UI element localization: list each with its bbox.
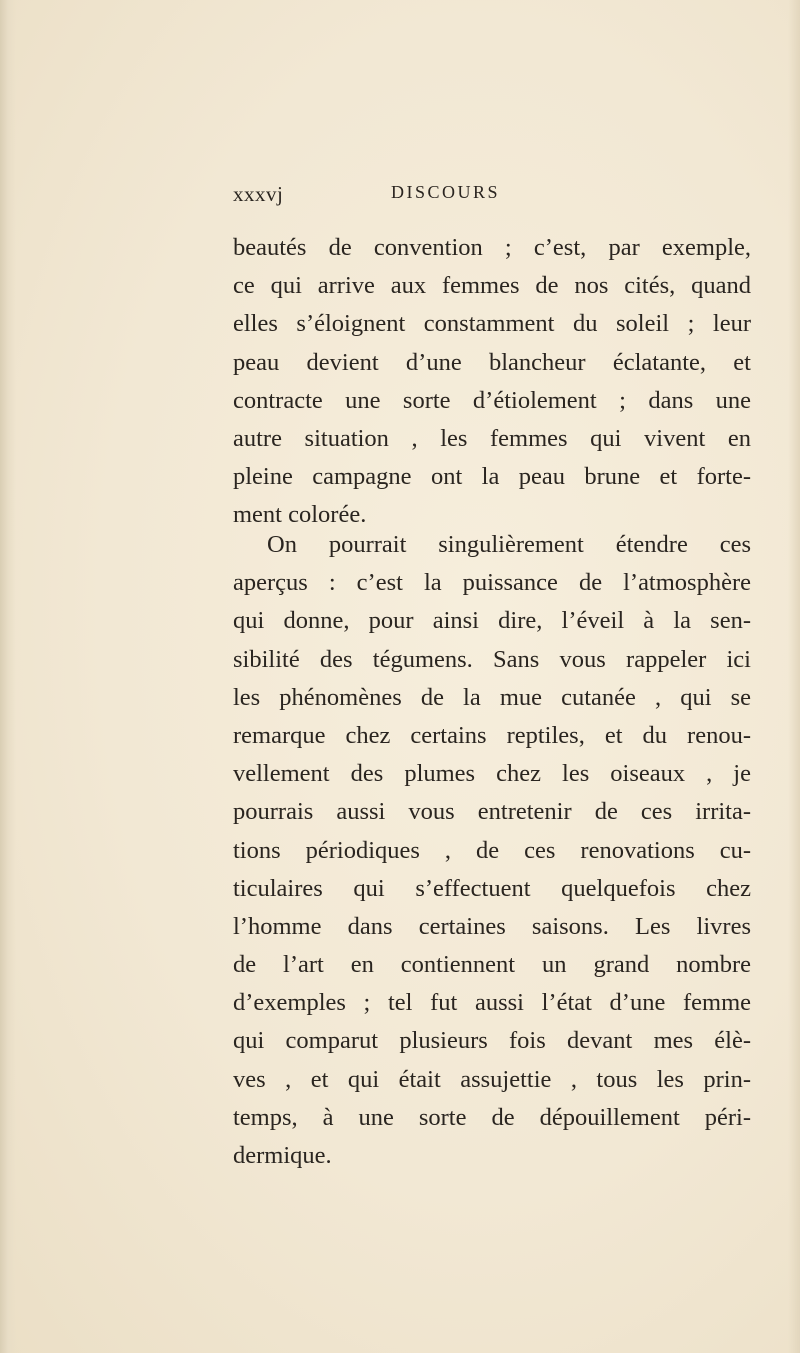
text-line: temps, à une sorte de dépouillement péri- — [233, 1103, 751, 1131]
text-line: ticulaires qui s’effectuent quelquefois chez — [233, 874, 751, 902]
text-line: dermique. — [233, 1142, 332, 1169]
text-line: remarque chez certains reptiles, et du renou- — [233, 721, 751, 749]
page-gutter-shadow — [0, 0, 16, 1353]
text-line: ce qui arrive aux femmes de nos cités, quand — [233, 272, 751, 300]
text-line: pleine campagne ont la peau brune et forte- — [233, 463, 751, 491]
text-line: sibilité des tégumens. Sans vous rappeler ici — [233, 645, 751, 673]
text-line: aperçus : c’est la puissance de l’atmosphère — [233, 569, 751, 597]
text-line: ves , et qui était assujettie , tous les prin- — [233, 1065, 751, 1093]
page-number: xxxvj — [233, 182, 284, 206]
text-line: contracte une sorte d’étiolement ; dans une — [233, 386, 751, 414]
text-line: tions périodiques , de ces renovations cu- — [233, 836, 751, 864]
text-line: ment colorée. — [233, 501, 367, 529]
text-line: les phénomènes de la mue cutanée , qui se — [233, 683, 751, 711]
page-header — [233, 178, 573, 212]
text-line: l’homme dans certaines saisons. Les livres — [233, 912, 751, 940]
page-edge-shadow — [788, 0, 800, 1353]
paragraph-2 — [233, 526, 751, 1175]
text-line: de l’art en contiennent un grand nombre — [233, 951, 751, 979]
text-line: qui donne, pour ainsi dire, l’éveil à la sen- — [233, 607, 751, 635]
paragraph-1 — [233, 229, 751, 535]
text-line: On pourrait singulièrement étendre ces — [267, 531, 751, 558]
text-line: autre situation , les femmes qui vivent en — [233, 424, 751, 452]
text-line: qui comparut plusieurs fois devant mes élè- — [233, 1027, 751, 1055]
text-line: elles s’éloignent constamment du soleil ; leur — [233, 310, 751, 338]
text-line: vellement des plumes chez les oiseaux , je — [233, 760, 751, 788]
text-line: peau devient d’une blancheur éclatante, et — [233, 348, 751, 376]
running-head: DISCOURS — [391, 182, 501, 202]
text-line: pourrais aussi vous entretenir de ces irrita- — [233, 798, 751, 826]
text-line: d’exemples ; tel fut aussi l’état d’une femme — [233, 989, 751, 1017]
text-line: beautés de convention ; c’est, par exemple, — [233, 234, 751, 261]
